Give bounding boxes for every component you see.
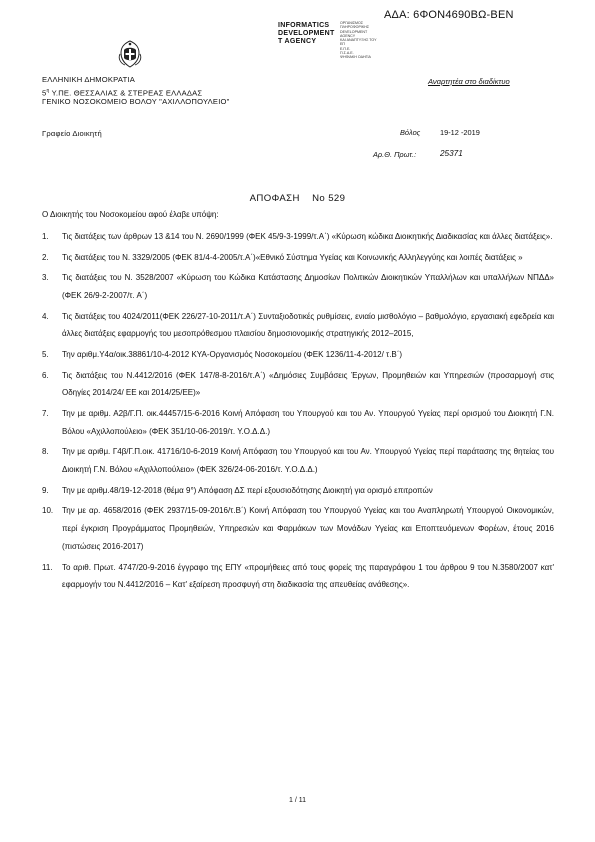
- considerations-list: [42, 228, 554, 597]
- header-hospital: ΓΕΝΙΚΟ ΝΟΣΟΚΟΜΕΙΟ ΒΟΛΟΥ "ΑΧΙΛΛΟΠΟΥΛΕΙΟ": [42, 97, 230, 106]
- protocol-label: Αρ.Θ. Πρωτ.:: [373, 150, 417, 159]
- page-number: 1 / 11: [289, 797, 306, 804]
- item-number: 7.: [42, 408, 49, 418]
- item-number: 8.: [42, 447, 49, 457]
- item-number: 4.: [42, 311, 49, 321]
- online-publication-note: Αναρτητέα στο διαδίκτυο: [428, 77, 510, 86]
- item-number: 5.: [42, 349, 49, 359]
- item-text: Τις διατάξεις του Ν. 3528/2007 «Κύρωση του Κώδικα Κατάστασης Δημοσίων Πολιτικών Διοικητικών Υπαλλήλων και υπαλλήλων ΝΠΔΔ» (ΦΕΚ 26/9-2-2007/τ. Α΄): [62, 273, 554, 300]
- consideration-item: [42, 367, 554, 403]
- item-text: Το αριθ. Πρωτ. 4747/20-9-2016 έγγραφο της ΕΠΥ «προμήθειες από τους φορείς της παραγράφου 1 του άρθρου 9 του Ν.3580/2007 κατ' εφαρμογήν του Ν.4412/2016 – Κατ' εξαίρεση προσφυγή στη διαδικασία της απευθείας ανάθεσης».: [62, 562, 554, 590]
- logo-line: DEVELOPMENT: [278, 30, 335, 37]
- item-text: Την με αριθμ. Γ4β/Γ.Π.οικ. 41716/10-6-2019 Κοινή Απόφαση του Υπουργού και του Αν. Υπουργού Υγείας περί παράτασης της θητείας του Διοικητή Γ.Ν. Βόλου «Αχιλλοπούλειο» (ΦΕΚ 326/24-06-2016/τ. Υ.Ο.Δ.Δ.): [62, 447, 554, 475]
- consideration-item: [42, 228, 554, 246]
- greek-coat-of-arms-icon: [117, 40, 143, 68]
- office-label: Γραφείο Διοικητή: [42, 129, 102, 138]
- place-label: Βόλος: [400, 128, 421, 137]
- decision-date: 19-12 -2019: [440, 128, 480, 137]
- item-number: 9.: [42, 485, 49, 495]
- consideration-item: [42, 269, 554, 305]
- decision-title: ΑΠΟΦΑΣΗ Νο 529: [249, 193, 346, 204]
- diavgeia-logo-small-text: [340, 21, 380, 60]
- logo-small-line: ΚΑΙ ΑΝΑΠΤΥΞΗΣ ΤΟΥ ΕΠ: [340, 38, 377, 47]
- ada-identifier: ΑΔΑ: 6ΦΟΝ4690ΒΩ-ΒΕΝ: [384, 9, 514, 21]
- item-text: Την με αριθμ. Α2β/Γ.Π. οικ.44457/15-6-2016 Κοινή Απόφαση του Υπουργού και του Αν. Υπουργού Υγείας περί ορισμού του Διοικητή Γ.Ν. Βόλου «Αχιλλοπούλειο» (ΦΕΚ 351/10-06-2019/τ. Υ.Ο.Δ.Δ.): [62, 408, 554, 436]
- item-text: Την με αριθμ.48/19-12-2018 (θέμα 9°) Απόφαση ΔΣ περί εξουσιοδότησης Διοικητή για ορισμό επιτροπών: [62, 485, 433, 495]
- item-text: Την με αρ. 4658/2016 (ΦΕΚ 2937/15-09-2016/τ.Β΄) Κοινή Απόφαση του Υπουργού Υγείας και του Αναπληρωτή Υπουργού Οικονομικών, περί έγκριση Προγράμματος Προμηθειών, Υπηρεσιών και Φαρμάκων των Μονάδων Υγείας και Εποπτευόμενων Φορέων, έτους 2016 (πιστώσεις 2016-2017): [62, 506, 554, 551]
- item-text: Τις διατάξεις του Ν. 3329/2005 (ΦΕΚ 81/4-4-2005/τ.Α΄)«Εθνικό Σύστημα Υγείας και Κοινωνικής Αλληλεγγύης και λοιπές διατάξεις »: [62, 252, 523, 262]
- item-number: 11.: [42, 562, 53, 572]
- header-country: ΕΛΛΗΝΙΚΗ ΔΗΜΟΚΡΑΤΙΑ: [42, 75, 135, 84]
- consideration-item: [42, 405, 554, 441]
- header-region-number: 5: [42, 88, 47, 98]
- item-text: Τις διατάξεις του Ν.4412/2016 (ΦΕΚ 147/8-8-2016/τ.Α΄) «Δημόσιες Συμβάσεις Έργων, Προμηθειών και Υπηρεσιών (προσαρμογή στις Οδηγίες 2014/24/ ΕΕ και 2014/25/ΕΕ)»: [62, 370, 554, 398]
- consideration-item: [42, 249, 554, 267]
- consideration-item: [42, 443, 554, 479]
- consideration-item: [42, 346, 554, 364]
- logo-small-line: DEVELOPMENT AGENCY: [340, 29, 368, 38]
- logo-small-line: Ε.Π.Ε.: [340, 46, 351, 51]
- protocol-number: 25371: [440, 149, 463, 158]
- item-number: 1.: [42, 232, 49, 241]
- consideration-item: [42, 482, 554, 500]
- header-region-name: Υ.ΠΕ. ΘΕΣΣΑΛΙΑΣ & ΣΤΕΡΕΑΣ ΕΛΛΑΔΑΣ: [49, 88, 203, 98]
- consideration-item: [42, 502, 554, 555]
- item-text: Τις διατάξεις του 4024/2011(ΦΕΚ 226/27-10-2011/τ.Α΄) Συνταξιοδοτικές ρυθμίσεις, ενιαίο μισθολόγιο – βαθμολόγιο, εργασιακή εφεδρεία και άλλες διατάξεις εφαρμογής του μεσοπρόθεσμου πλαισίου δημοσιονομικής στρατηγικής 2012–2015,: [62, 311, 554, 339]
- item-text: Τις διατάξεις των άρθρων 13 &14 του Ν. 2690/1999 (ΦΕΚ 45/9-3-1999/τ.Α΄) «Κύρωση κώδικα Διοικητικής Διαδικασίας και άλλες διατάξεις».: [62, 232, 553, 241]
- item-text: Την αριθμ.Υ4α/οικ.38861/10-4-2012 ΚΥΑ-Οργανισμός Νοσοκομείου (ΦΕΚ 1236/11-4-2012/ τ.Β΄): [62, 349, 403, 359]
- item-number: 2.: [42, 252, 49, 262]
- logo-line: INFORMATICS: [278, 22, 330, 29]
- consideration-item: [42, 559, 554, 595]
- item-number: 10.: [42, 506, 54, 516]
- logo-small-line: ΟΡΓΑΝΙΣΜΟΣ ΠΛΗΡΟΦΟΡΙΚΗΣ: [340, 21, 370, 30]
- item-number: 6.: [42, 370, 49, 380]
- logo-small-line: ΨΗΦΙΑΚΗ ΟΔΗΓΙΑ: [340, 55, 371, 60]
- logo-small-line: Π.Σ.Α.Ε.: [340, 51, 354, 56]
- diavgeia-logo-text: [278, 22, 335, 46]
- decision-intro: Ο Διοικητής του Νοσοκομείου αφού έλαβε υπόψη:: [42, 210, 219, 219]
- logo-line: T AGENCY: [278, 38, 317, 45]
- consideration-item: [42, 308, 554, 344]
- header-region-sup: η: [46, 88, 50, 94]
- item-number: 3.: [42, 273, 49, 283]
